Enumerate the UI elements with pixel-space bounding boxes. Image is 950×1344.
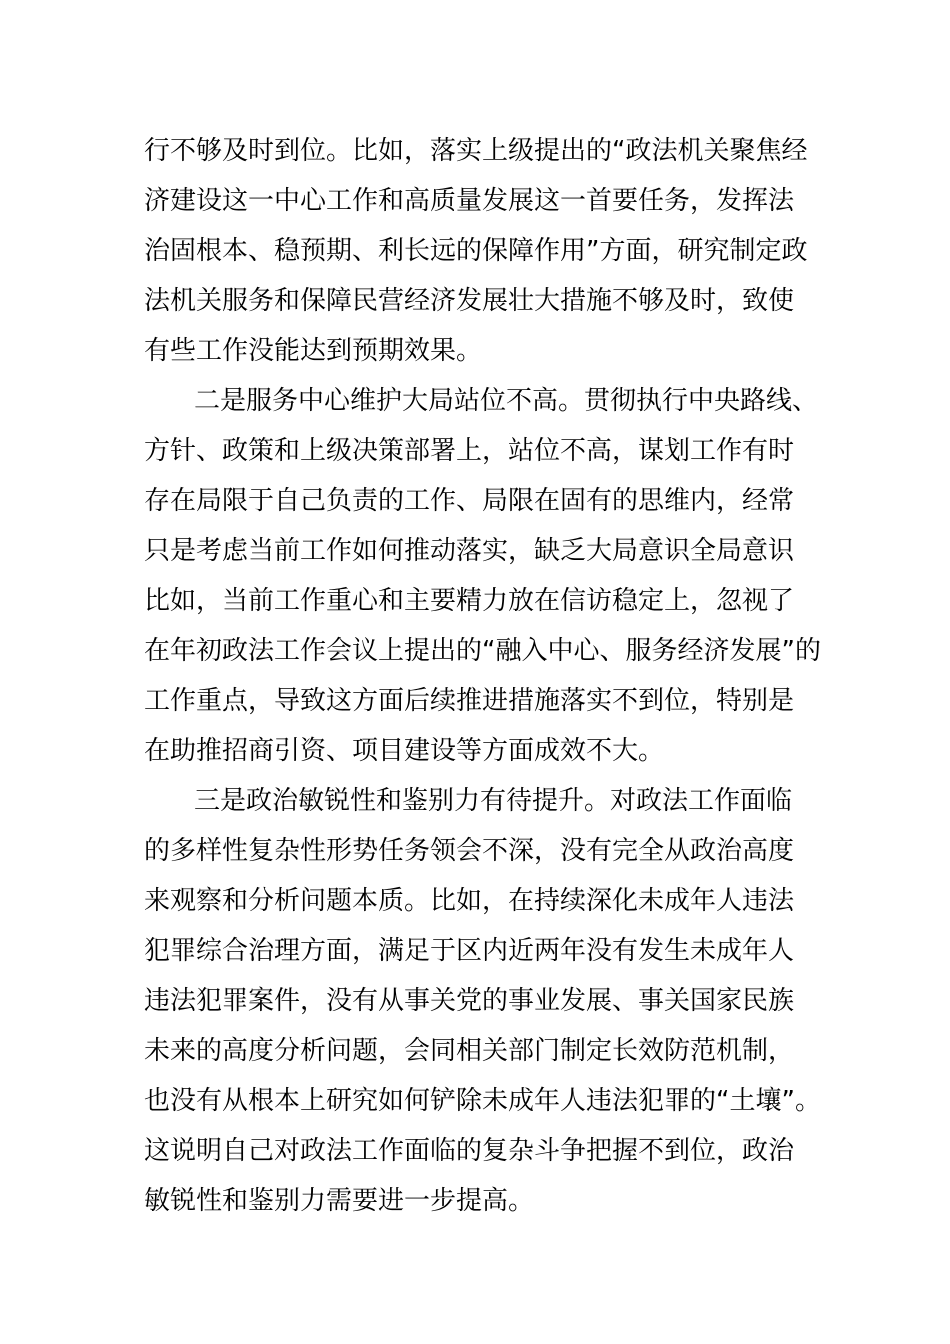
text-line: 方针、政策和上级决策部署上，站位不高，谋划工作有时 [144,436,795,466]
text-line: 治固根本、稳预期、利长远的保障作用”方面，研究制定政 [144,236,808,266]
text-line: 济建设这一中心工作和高质量发展这一首要任务，发挥法 [144,186,795,216]
text-line: 犯罪综合治理方面，满足于区内近两年没有发生未成年人 [144,936,795,966]
text-line: 有些工作没能达到预期效果。 [144,336,483,366]
text-line: 在年初政法工作会议上提出的“融入中心、服务经济发展”的 [144,636,821,666]
text-line: 在助推招商引资、项目建设等方面成效不大。 [144,736,665,766]
text-line: 比如，当前工作重心和主要精力放在信访稳定上，忽视了 [144,586,795,616]
paragraph-heading-2: 二是服务中心维护大局站位不高。贯彻执行中央路线、 [194,386,819,416]
text-line: 法机关服务和保障民营经济发展壮大措施不够及时，致使 [144,286,795,316]
paragraph-heading-3: 三是政治敏锐性和鉴别力有待提升。对政法工作面临 [194,786,793,816]
text-line: 只是考虑当前工作如何推动落实，缺乏大局意识全局意识 [144,536,795,566]
text-line: 工作重点，导致这方面后续推进措施落实不到位，特别是 [144,686,795,716]
text-line: 存在局限于自己负责的工作、局限在固有的思维内，经常 [144,486,795,516]
text-line: 来观察和分析问题本质。比如，在持续深化未成年人违法 [144,886,795,916]
text-line: 这说明自己对政法工作面临的复杂斗争把握不到位，政治 [144,1136,795,1166]
text-line: 的多样性复杂性形势任务领会不深，没有完全从政治高度 [144,836,795,866]
text-line: 也没有从根本上研究如何铲除未成年人违法犯罪的“土壤”。 [144,1086,821,1116]
text-line: 未来的高度分析问题，会同相关部门制定长效防范机制， [144,1036,795,1066]
text-line: 违法犯罪案件，没有从事关党的事业发展、事关国家民族 [144,986,795,1016]
text-line: 行不够及时到位。比如，落实上级提出的“政法机关聚焦经 [144,136,808,166]
text-line: 敏锐性和鉴别力需要进一步提高。 [144,1186,535,1216]
